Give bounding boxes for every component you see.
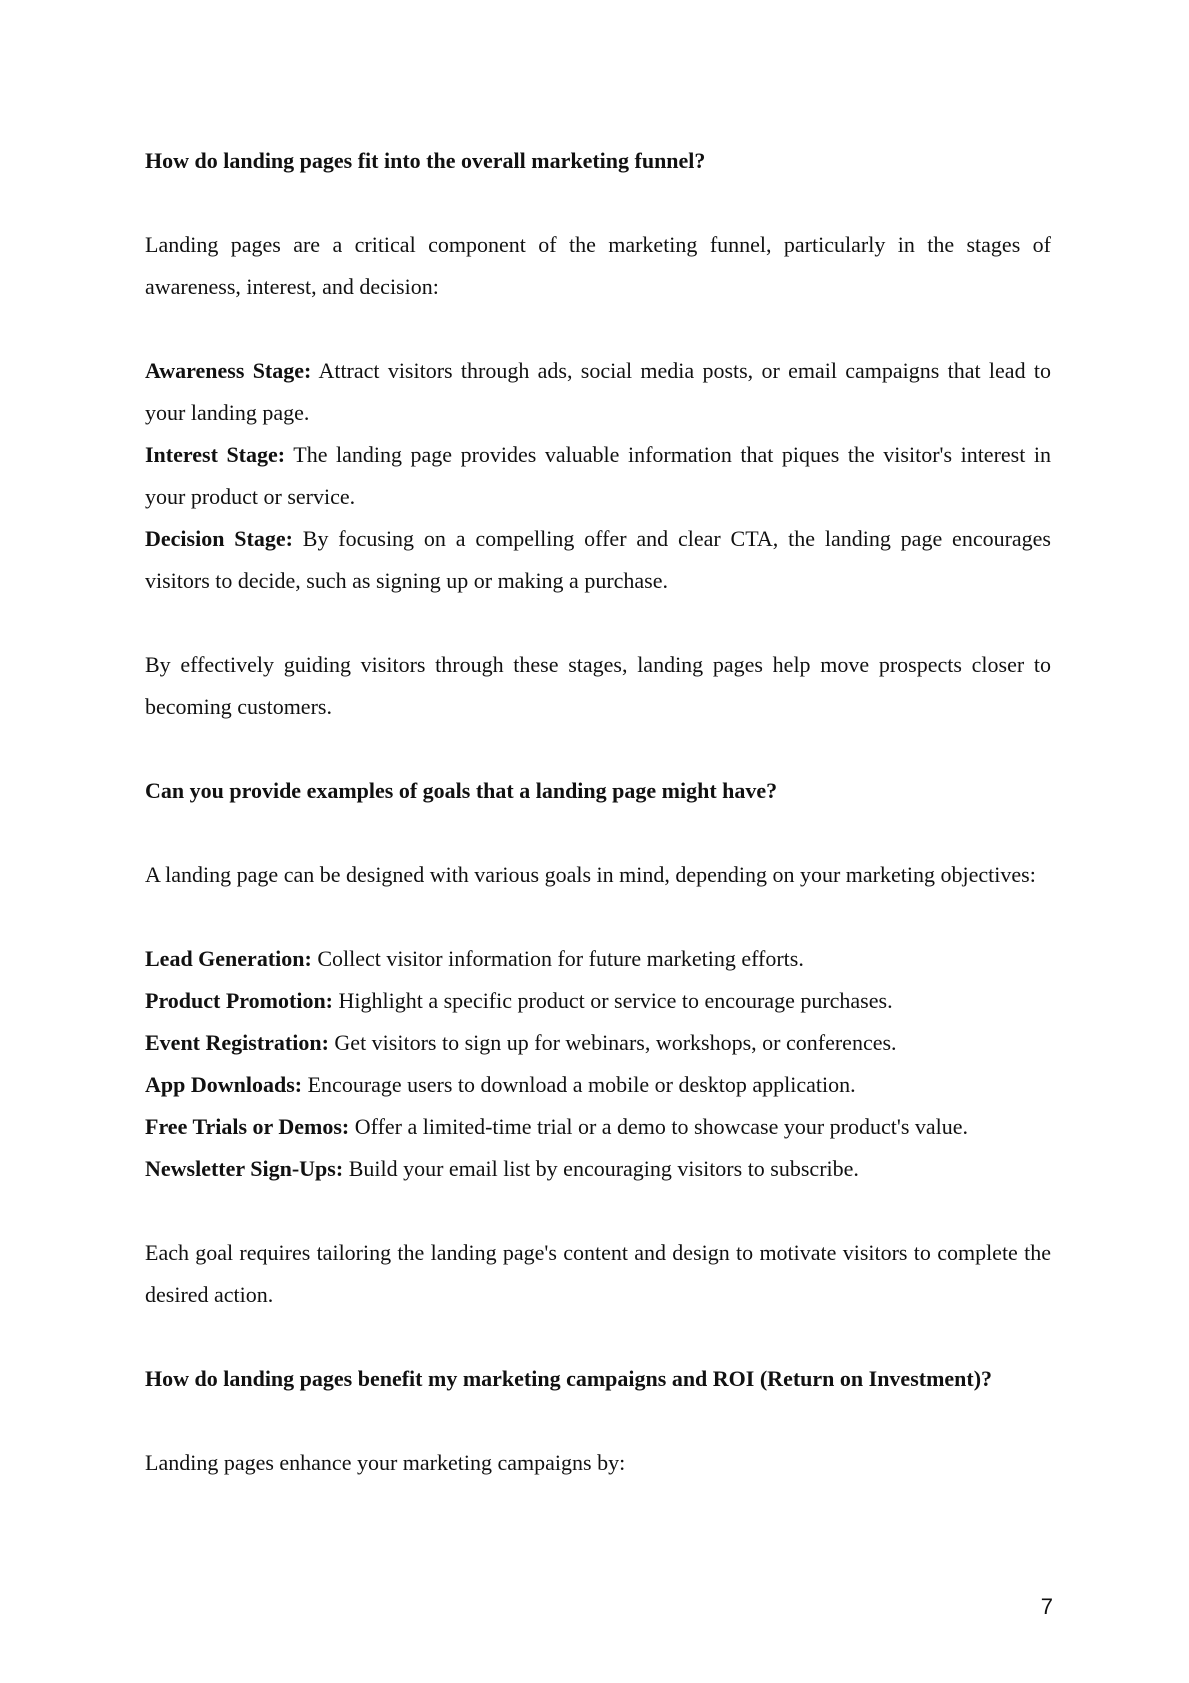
item-text: The landing page provides valuable information that piques the visitor's interest in your product or service.	[145, 442, 1051, 509]
spacer	[145, 728, 1051, 770]
item-text: Encourage users to download a mobile or desktop application.	[302, 1072, 856, 1097]
item-text: Attract visitors through ads, social media posts, or email campaigns that lead to your landing page.	[145, 358, 1051, 425]
spacer	[145, 1400, 1051, 1442]
item-label: Event Registration:	[145, 1030, 329, 1055]
paragraph-roi-intro: Landing pages enhance your marketing campaigns by:	[145, 1450, 626, 1475]
item-text: Offer a limited-time trial or a demo to showcase your product's value.	[349, 1114, 969, 1139]
paragraph-goals-closing: Each goal requires tailoring the landing page's content and design to motivate visitors to complete the desired action.	[145, 1240, 1051, 1307]
list-item-interest	[145, 434, 1051, 518]
item-text: Collect visitor information for future marketing efforts.	[311, 946, 804, 971]
paragraph-funnel-closing: By effectively guiding visitors through these stages, landing pages help move prospects closer to becoming customers.	[145, 652, 1051, 719]
item-text: Build your email list by encouraging visitors to subscribe.	[343, 1156, 859, 1181]
list-item-awareness	[145, 350, 1051, 434]
paragraph-funnel-intro: Landing pages are a critical component of the marketing funnel, particularly in the stages of awareness, interest, and decision:	[145, 232, 1051, 299]
spacer	[145, 1190, 1051, 1232]
paragraph-goals-intro: A landing page can be designed with various goals in mind, depending on your marketing objectives:	[145, 862, 1036, 887]
item-label: Interest Stage:	[145, 442, 286, 467]
item-label: Decision Stage:	[145, 526, 293, 551]
spacer	[145, 1316, 1051, 1358]
item-text: Highlight a specific product or service to encourage purchases.	[333, 988, 893, 1013]
item-label: App Downloads:	[145, 1072, 303, 1097]
section-heading-goals: Can you provide examples of goals that a landing page might have?	[145, 778, 778, 803]
page-number: 7	[1040, 1594, 1053, 1619]
spacer	[145, 812, 1051, 854]
item-label: Free Trials or Demos:	[145, 1114, 350, 1139]
list-item-decision	[145, 518, 1051, 602]
spacer	[145, 182, 1051, 224]
list-item-lead-generation	[145, 938, 1051, 980]
section-heading-marketing-funnel: How do landing pages fit into the overall marketing funnel?	[145, 148, 706, 173]
list-item-newsletter	[145, 1148, 1051, 1190]
list-item-event-registration	[145, 1022, 1051, 1064]
list-item-app-downloads	[145, 1064, 1051, 1106]
list-item-product-promotion	[145, 980, 1051, 1022]
item-label: Newsletter Sign-Ups:	[145, 1156, 344, 1181]
spacer	[145, 602, 1051, 644]
item-text: By focusing on a compelling offer and clear CTA, the landing page encourages visitors to decide, such as signing up or making a purchase.	[145, 526, 1051, 593]
list-item-free-trials	[145, 1106, 1051, 1148]
item-label: Lead Generation:	[145, 946, 312, 971]
item-text: Get visitors to sign up for webinars, workshops, or conferences.	[328, 1030, 897, 1055]
item-label: Awareness Stage:	[145, 358, 312, 383]
spacer	[145, 896, 1051, 938]
section-heading-roi: How do landing pages benefit my marketing campaigns and ROI (Return on Investment)?	[145, 1366, 993, 1391]
document-page	[145, 140, 1051, 1484]
spacer	[145, 308, 1051, 350]
item-label: Product Promotion:	[145, 988, 333, 1013]
